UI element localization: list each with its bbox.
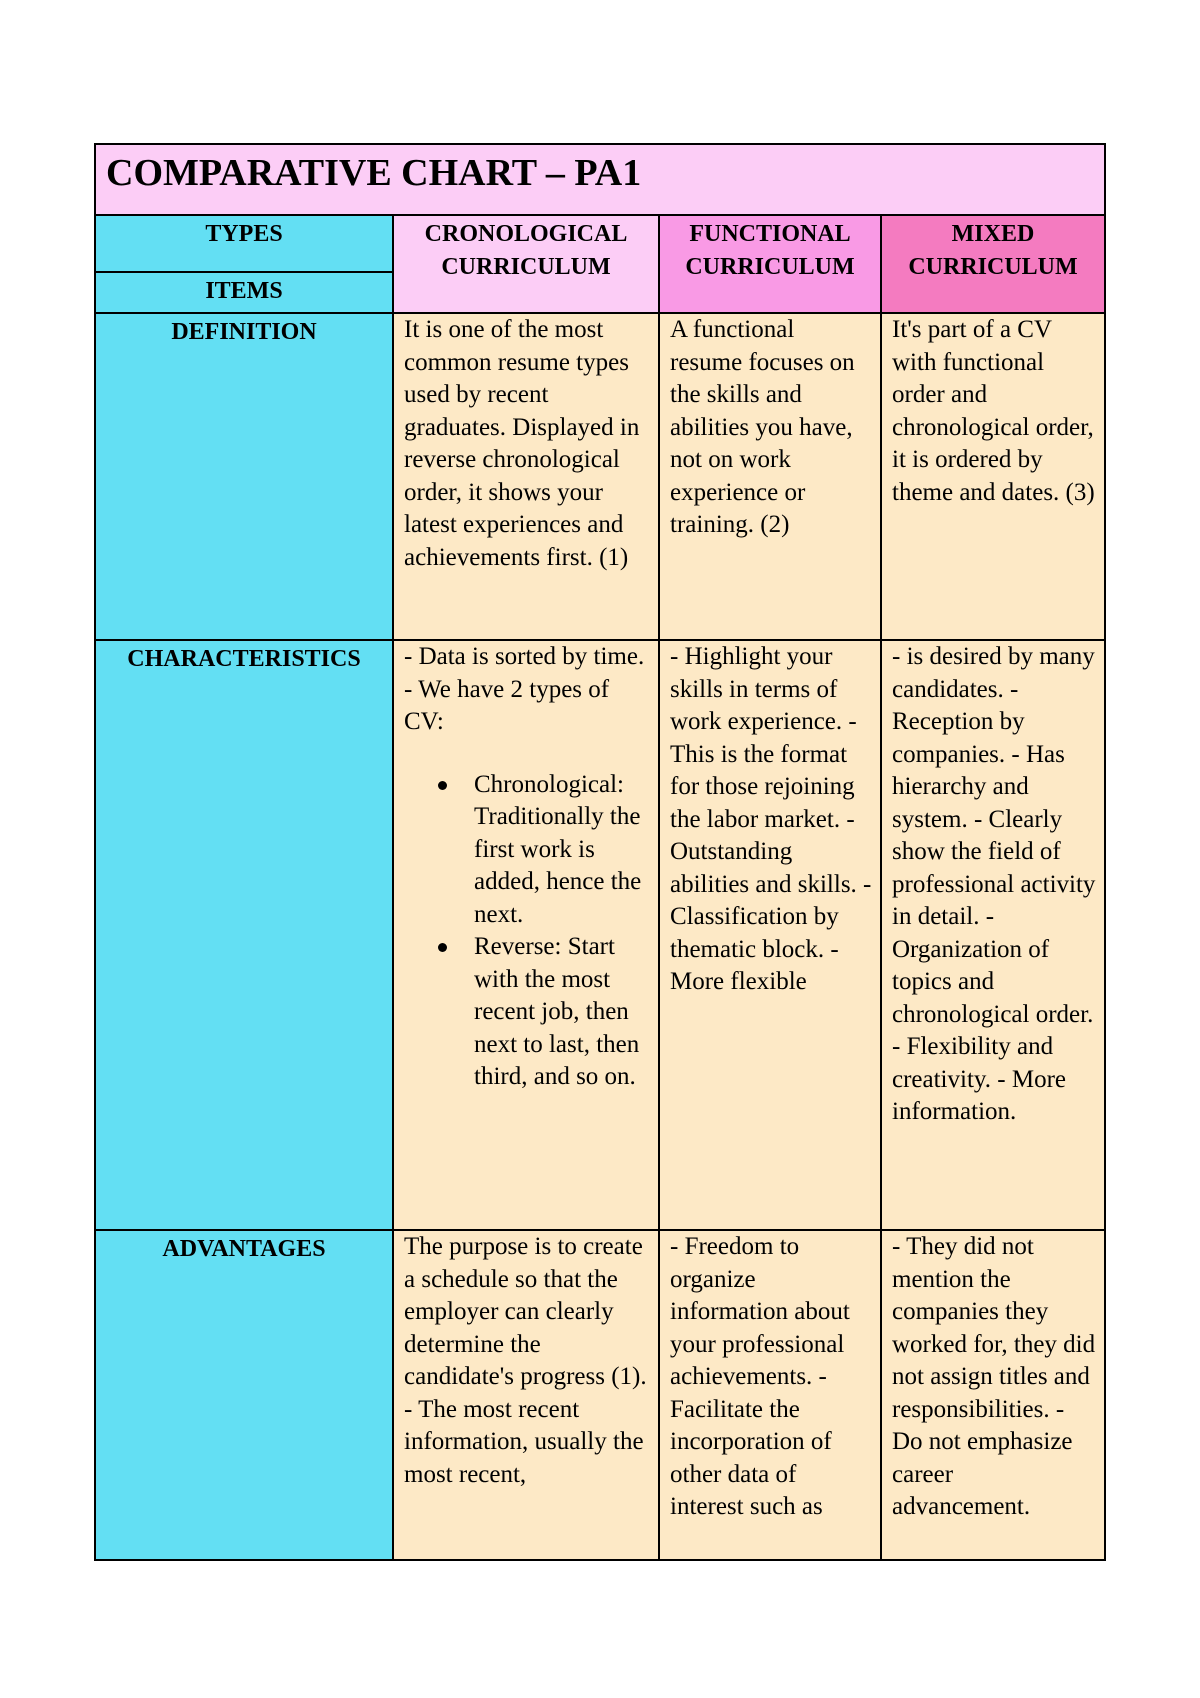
characteristics-functional: - Highlight your skills in terms of work experience. - This is the format for those rejoining the labor market. - Outstanding abilities and skills. - Classification by thematic block. - More flexible [658, 639, 882, 1231]
chart-title: COMPARATIVE CHART – PA1 [94, 143, 1106, 216]
advantages-mixed: - They did not mention the companies they worked for, they did not assign titles and responsibilities. - Do not emphasize career advancement. [880, 1229, 1106, 1561]
characteristics-mixed: - is desired by many candidates. - Reception by companies. - Has hierarchy and system. - Clearly show the field of professional activity in detail. - Organization of topics and chronological order. - Flexibility and creativity. - More information. [880, 639, 1106, 1231]
definition-cronological: It is one of the most common resume types used by recent graduates. Displayed in reverse chronological order, it shows your latest experiences and achievements first. (1) [392, 312, 660, 641]
column-header-label: MIXED CURRICULUM [908, 221, 1078, 280]
bullet-icon [438, 943, 447, 952]
row-label-characteristics: CHARACTERISTICS [94, 639, 394, 1231]
comparative-chart-table [94, 143, 1106, 1561]
column-header-functional [658, 214, 882, 314]
list-item-text: Chronological: Traditionally the first work is added, hence the next. [474, 770, 642, 928]
characteristics-cronological [392, 639, 660, 1231]
list-item [474, 931, 650, 1094]
list-item-text: Reverse: Start with the most recent job, then next to last, then third, and so on. [474, 933, 640, 1090]
advantages-cronological: The purpose is to create a schedule so that the employer can clearly determine the candidate's progress (1). - The most recent information, usually the most recent, [392, 1229, 660, 1561]
row-label-advantages: ADVANTAGES [94, 1229, 394, 1561]
items-header: ITEMS [94, 271, 394, 314]
bullet-icon [438, 781, 447, 790]
advantages-functional: - Freedom to organize information about your professional achievements. - Facilitate the incorporation of other data of interest such as [658, 1229, 882, 1561]
list-item [474, 769, 650, 932]
types-header: TYPES [94, 214, 394, 273]
column-header-label: CRONOLOGICAL CURRICULUM [424, 221, 628, 280]
definition-functional: A functional resume focuses on the skills and abilities you have, not on work experience or training. (2) [658, 312, 882, 641]
row-label-definition: DEFINITION [94, 312, 394, 641]
column-header-label: FUNCTIONAL CURRICULUM [685, 221, 855, 280]
column-header-cronological [392, 214, 660, 314]
definition-mixed: It's part of a CV with functional order and chronological order, it is ordered by theme and dates. (3) [880, 312, 1106, 641]
characteristics-cronological-intro-1: - Data is sorted by time. [404, 643, 645, 670]
cv-types-list [404, 769, 650, 1094]
characteristics-cronological-intro-2: - We have 2 types of CV: [404, 675, 616, 735]
column-header-mixed [880, 214, 1106, 314]
